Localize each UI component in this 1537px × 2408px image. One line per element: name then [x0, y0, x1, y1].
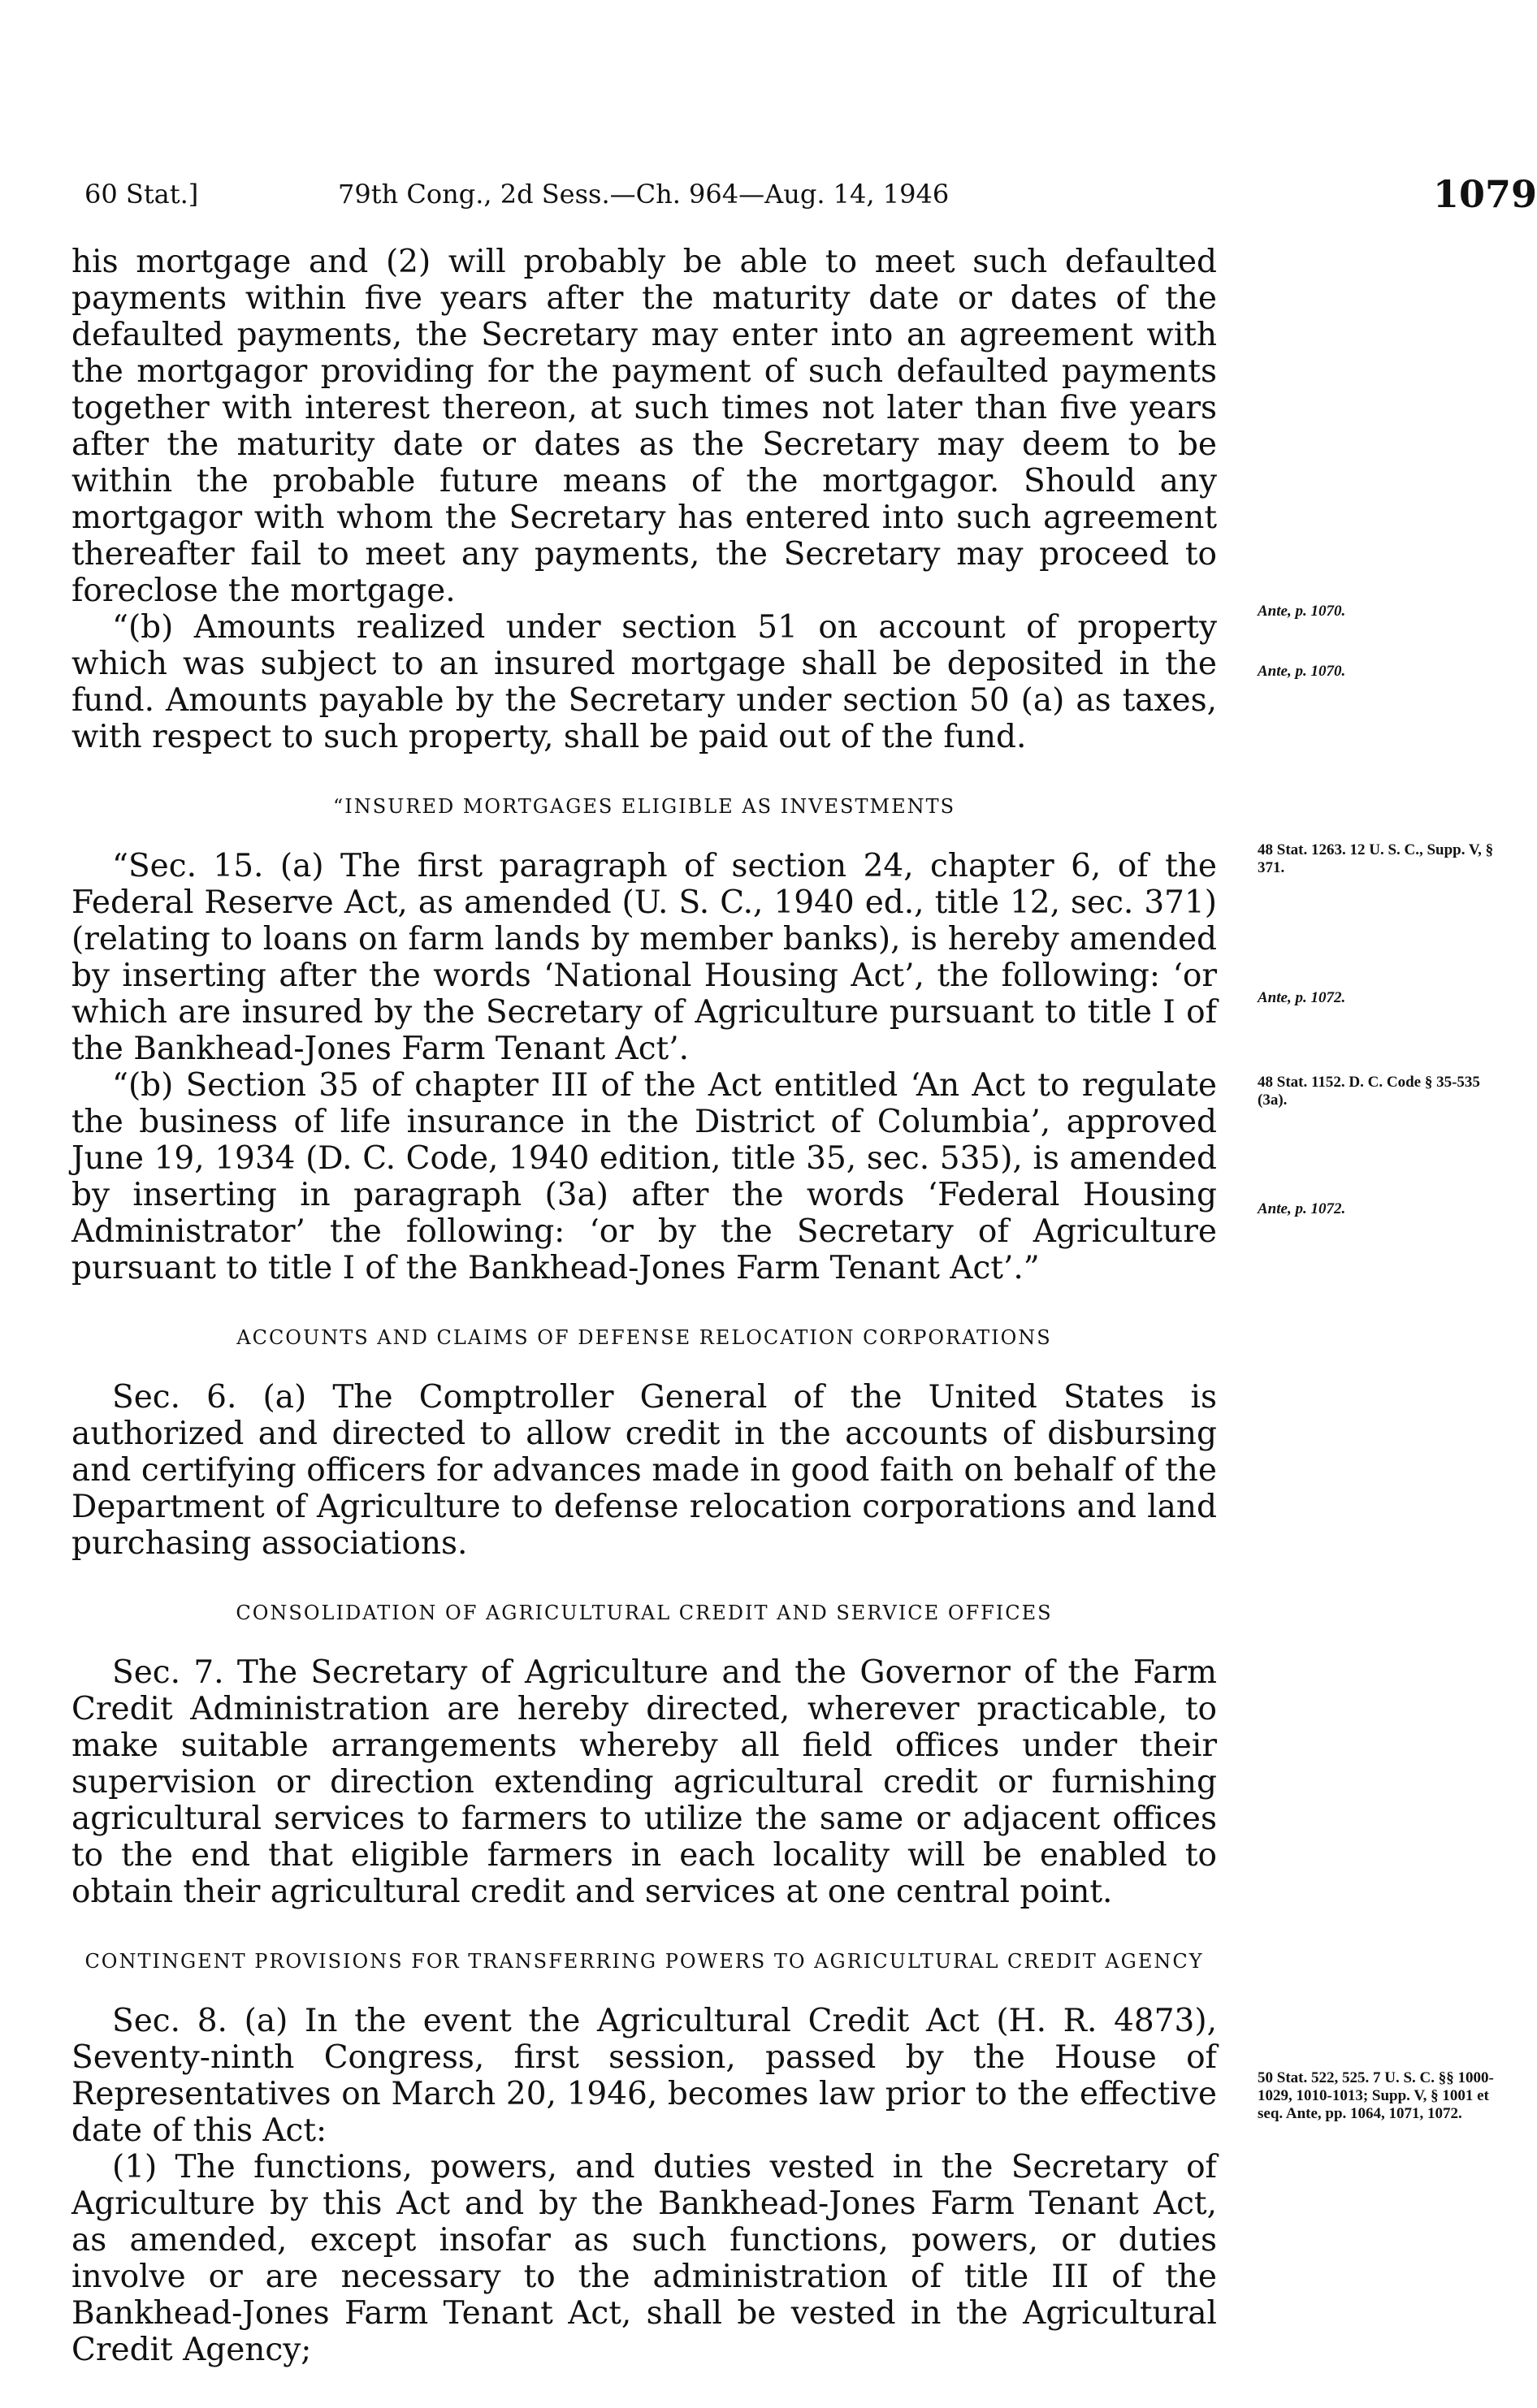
- paragraph-sec-8-1: (1) The functions, powers, and duties vested in the Secretary of Agriculture by this Act and by the Bankhead-Jones Farm Tenant Act, as amended, except insofar as such functions, powers, or duties involve or are necessary to the administration of title III of the Bankhead-Jones Farm Tenant Act, shall be vested in the Agricultural Credit Agency;: [71, 2149, 1217, 2368]
- paragraph-sec-7: Sec. 7. The Secretary of Agriculture and the Governor of the Farm Credit Administration are hereby directed, wherever practicable, to make suitable arrangements whereby all field offices under their supervision or direction extending agricultural credit or furnishing agricultural services to farmers to utilize the same or adjacent offices to the end that eligible farmers in each locality will be enabled to obtain their agricultural credit and services at one central point.: [71, 1654, 1217, 1910]
- paragraph-sec-15-b: “(b) Section 35 of chapter III of the Act entitled ‘An Act to regulate the business of life insurance in the District of Columbia’, approved June 19, 1934 (D. C. Code, 1940 edition, title 35, sec. 535), is amended by inserting in paragraph (3a) after the words ‘Federal Housing Administrator’ the following: ‘or by the Secretary of Agriculture pursuant to title I of the Bankhead-Jones Farm Tenant Act’.”: [71, 1067, 1217, 1286]
- margin-note-48-stat-1263: 48 Stat. 1263. 12 U. S. C., Supp. V, § 371.: [1258, 841, 1494, 876]
- page-header: [84, 172, 1537, 221]
- margin-note-ante-1072-b: Ante, p. 1072.: [1258, 1200, 1346, 1217]
- margin-note-48-stat-1152: 48 Stat. 1152. D. C. Code § 35-535 (3a).: [1258, 1074, 1480, 1109]
- heading-contingent-provisions: CONTINGENT PROVISIONS FOR TRANSFERRING POWERS TO AGRICULTURAL CREDIT AGENCY: [84, 1950, 1204, 1973]
- margin-note-ante-1072-a: Ante, p. 1072.: [1258, 989, 1346, 1006]
- paragraph-continuation: his mortgage and (2) will probably be able to meet such defaulted payments within five years after the maturity date or dates of the defaulted payments, the Secretary may enter into an agreement with the mortgagor providing for the payment of such defaulted payments together with interest thereon, at such times not later than five years after the maturity date or dates as the Secretary may deem to be within the probable future means of the mortgagor. Should any mortgagor with whom the Secretary has entered into such agreement thereafter fail to meet any payments, the Secretary may proceed to foreclose the mortgage.: [71, 244, 1217, 609]
- paragraph-b-amounts: “(b) Amounts realized under section 51 on account of property which was subject to an insured mortgage shall be deposited in the fund. Amounts payable by the Secretary under section 50 (a) as taxes, with respect to such property, shall be paid out of the fund.: [71, 609, 1217, 755]
- margin-note-ante-1070-a: Ante, p. 1070.: [1258, 603, 1346, 620]
- margin-note-ante-1070-b: Ante, p. 1070.: [1258, 663, 1346, 680]
- margin-note-50-stat: 50 Stat. 522, 525. 7 U. S. C. §§ 1000-1029, 1010-1013; Supp. V, § 1001 et seq. Ante, pp. 1064, 1071, 1072.: [1258, 2069, 1494, 2122]
- paragraph-sec-15: “Sec. 15. (a) The first paragraph of section 24, chapter 6, of the Federal Reserve Act, as amended (U. S. C., 1940 ed., title 12, sec. 371) (relating to loans on farm lands by member banks), is hereby amended by inserting after the words ‘National Housing Act’, the following: ‘or which are insured by the Secretary of Agriculture pursuant to title I of the Bankhead-Jones Farm Tenant Act’.: [71, 848, 1217, 1067]
- paragraph-sec-6: Sec. 6. (a) The Comptroller General of the United States is authorized and directed to allow credit in the accounts of disbursing and certifying officers for advances made in good faith on behalf of the Department of Agriculture to defense relocation corporations and land purchasing associations.: [71, 1379, 1217, 1562]
- heading-consolidation: CONSOLIDATION OF AGRICULTURAL CREDIT AND SERVICE OFFICES: [236, 1602, 1053, 1624]
- session-line: 79th Cong., 2d Sess.—Ch. 964—Aug. 14, 1946: [338, 179, 950, 210]
- heading-defense-relocation: ACCOUNTS AND CLAIMS OF DEFENSE RELOCATION CORPORATIONS: [236, 1326, 1052, 1349]
- page-number: 1079: [1433, 172, 1537, 216]
- statute-volume: 60 Stat.]: [84, 179, 199, 210]
- paragraph-sec-8: Sec. 8. (a) In the event the Agricultural Credit Act (H. R. 4873), Seventy-ninth Congress, first session, passed by the House of Representatives on March 20, 1946, becomes law prior to the effective date of this Act:: [71, 2003, 1217, 2149]
- heading-insured-mortgages: “INSURED MORTGAGES ELIGIBLE AS INVESTMENTS: [332, 795, 956, 818]
- page-body: [71, 244, 1217, 2368]
